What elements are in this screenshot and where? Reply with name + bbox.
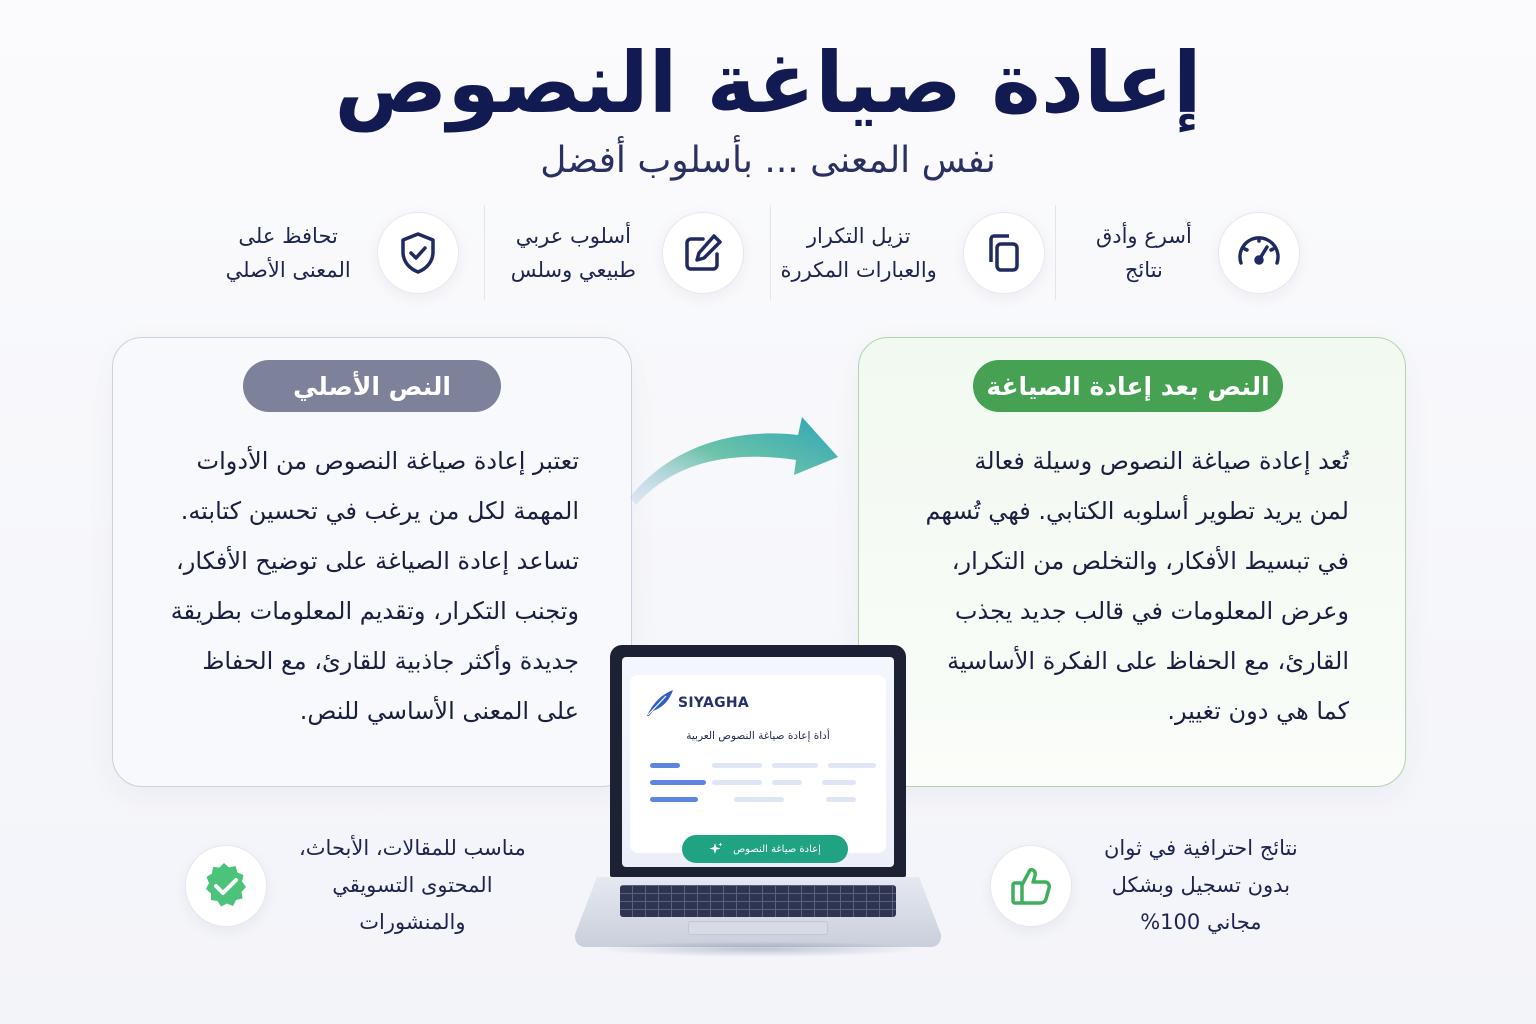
use-cases-text: مناسب للمقالات، الأبحاث، المحتوى التسويقي والمنشورات — [299, 836, 526, 934]
sparkle-icon — [709, 842, 723, 856]
thumbs-up-icon — [990, 845, 1072, 927]
skeleton-line — [826, 797, 856, 802]
feature-meaning-text: تحافظ على المعنى الأصلي — [225, 223, 351, 282]
laptop-keyboard — [620, 885, 896, 917]
skeleton-line — [772, 763, 818, 768]
text-line: على المعنى الأساسي للنص. — [299, 697, 579, 725]
pencil-edit-icon — [662, 212, 744, 294]
laptop-trackpad — [688, 921, 828, 935]
feature-no-repeat — [771, 205, 1056, 300]
rephrase-button-label: إعادة صياغة النصوص — [733, 843, 821, 855]
skeleton-line — [712, 763, 762, 768]
laptop-lid — [610, 645, 906, 877]
results-text: نتائج احترافية في ثوان بدون تسجيل وبشكل مجاني 100% — [1104, 836, 1298, 934]
use-cases-item — [185, 830, 526, 941]
feature-style — [485, 205, 770, 300]
text-line: لمن يريد تطوير أسلوبه الكتابي. فهي تُسهم — [925, 497, 1349, 525]
app-tagline: أداة إعادة صياغة النصوص العربية — [686, 730, 830, 742]
original-text-card — [112, 337, 632, 787]
original-label: النص الأصلي — [243, 360, 501, 412]
siyagha-logo — [644, 689, 749, 717]
original-text — [149, 436, 579, 736]
arrow-right-icon — [628, 405, 848, 515]
laptop-base — [575, 877, 941, 947]
text-line: القارئ، مع الحفاظ على الفكرة الأساسية — [947, 647, 1349, 675]
laptop-shadow — [595, 941, 921, 957]
logo-text: SIYAGHA — [678, 695, 750, 711]
features-row — [200, 205, 1340, 300]
skeleton-line — [734, 797, 784, 802]
text-line: في تبسيط الأفكار، والتخلص من التكرار، — [951, 547, 1349, 575]
laptop-screen — [622, 657, 894, 867]
text-line: وتجنب التكرار، وتقديم المعلومات بطريقة — [170, 597, 579, 625]
text-line: وعرض المعلومات في قالب جديد يجذب — [954, 597, 1349, 625]
check-badge-icon — [185, 845, 267, 927]
feature-style-text: أسلوب عربي طبيعي وسلس — [510, 223, 636, 282]
page-subtitle: نفس المعنى ... بأسلوب أفضل — [540, 140, 996, 181]
rewritten-text — [899, 436, 1349, 736]
shield-check-icon — [377, 212, 459, 294]
rephrase-button[interactable] — [682, 835, 848, 863]
text-line: جديدة وأكثر جاذبية للقارئ، مع الحفاظ — [202, 647, 579, 675]
feature-no-repeat-text: تزيل التكرار والعبارات المكررة — [780, 223, 937, 282]
results-item — [990, 830, 1298, 941]
skeleton-line — [772, 780, 802, 785]
app-card — [630, 675, 886, 853]
skeleton-line — [828, 763, 876, 768]
feature-speed-text: أسرع وأدق نتائج — [1095, 223, 1192, 282]
feature-meaning — [200, 205, 485, 300]
skeleton-line — [650, 797, 698, 802]
skeleton-line — [822, 780, 856, 785]
skeleton-line — [650, 763, 680, 768]
rewritten-label: النص بعد إعادة الصياغة — [973, 360, 1283, 412]
feature-speed — [1056, 205, 1340, 300]
text-line: المهمة لكل من يرغب في تحسين كتابته. — [180, 497, 579, 525]
text-line: كما هي دون تغيير. — [1167, 697, 1349, 725]
text-line: تعتبر إعادة صياغة النصوص من الأدوات — [196, 447, 579, 475]
skeleton-line — [712, 780, 762, 785]
feather-icon — [644, 689, 674, 717]
copy-icon — [963, 212, 1045, 294]
text-line: تُعد إعادة صياغة النصوص وسيلة فعالة — [974, 447, 1349, 475]
text-line: تساعد إعادة الصياغة على توضيح الأفكار، — [176, 547, 579, 575]
page-title: إعادة صياغة النصوص — [334, 34, 1202, 132]
skeleton-line — [650, 780, 706, 785]
laptop — [570, 645, 942, 965]
speedometer-icon — [1218, 212, 1300, 294]
